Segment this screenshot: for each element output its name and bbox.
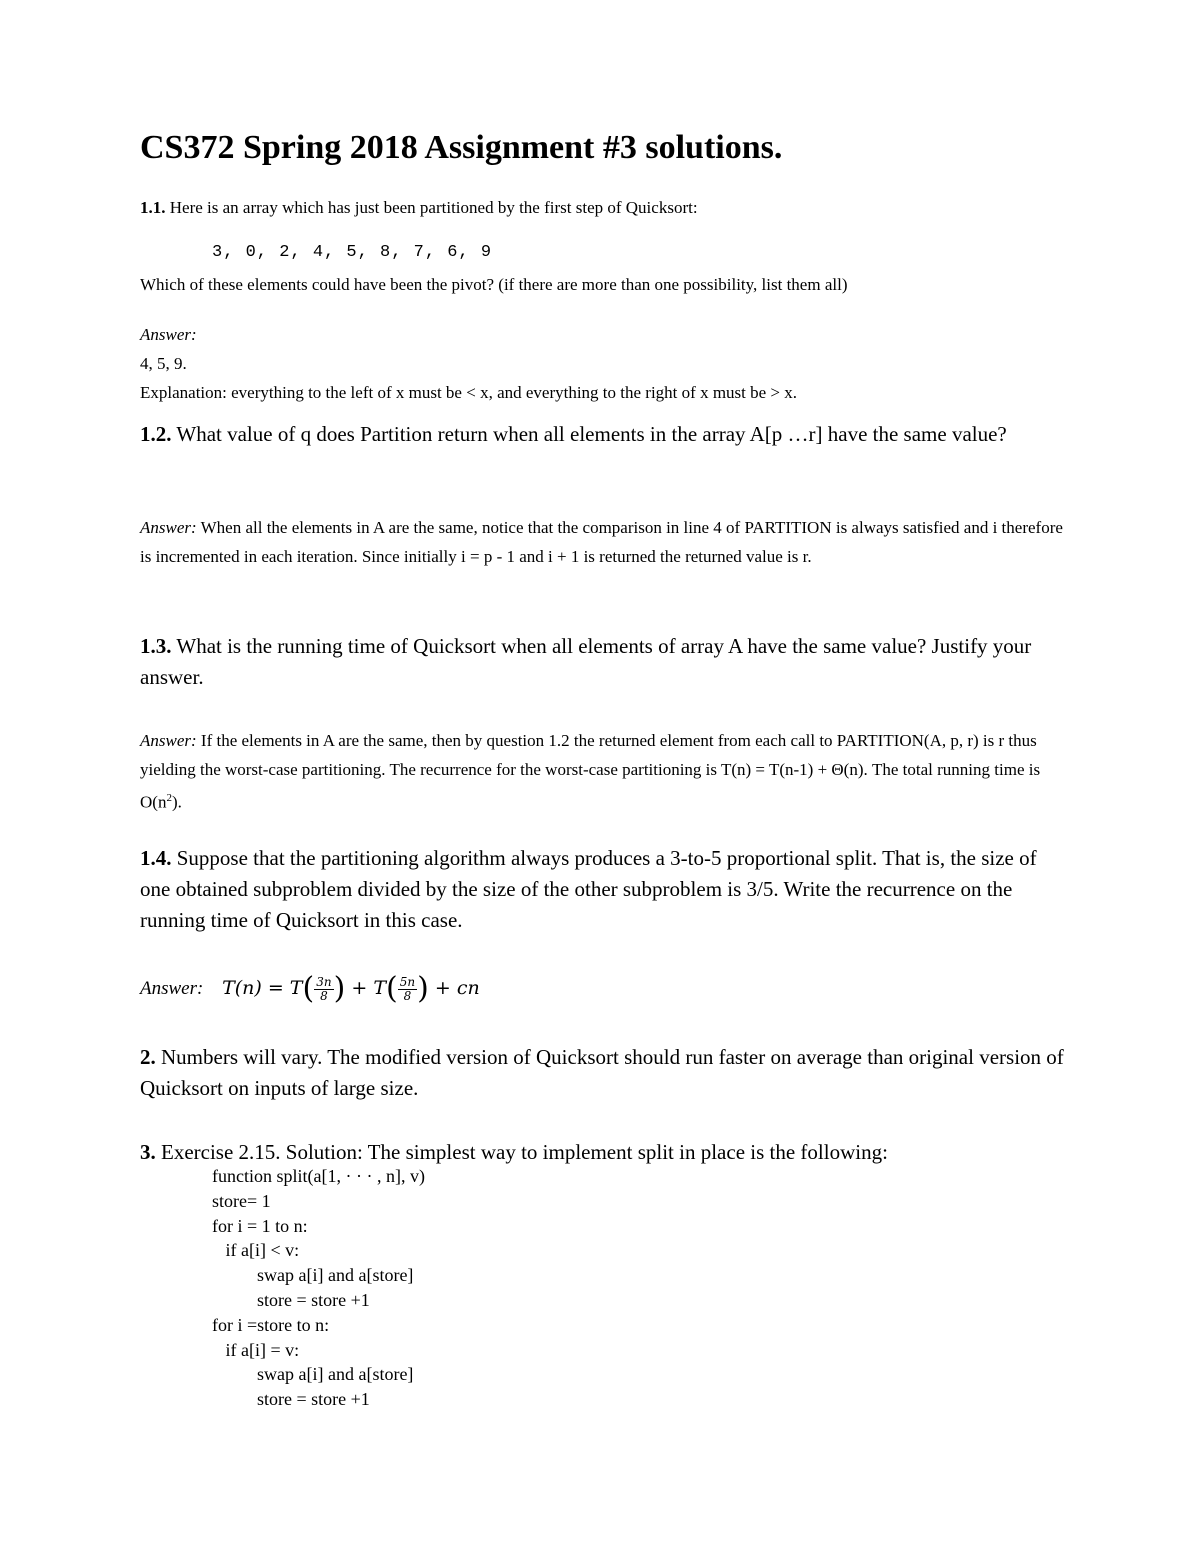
code-line: for i =store to n: bbox=[212, 1314, 330, 1335]
question-text: What value of q does Partition return when all elements in the array A[p …r] have the same value? bbox=[176, 422, 1007, 446]
code-line: if a[i] = v: bbox=[212, 1339, 300, 1360]
array-values: 3, 0, 2, 4, 5, 8, 7, 6, 9 bbox=[212, 243, 493, 262]
code-line: store= 1 bbox=[212, 1190, 271, 1211]
answer-label: Answer: bbox=[140, 325, 197, 344]
fraction-numerator: 5n bbox=[399, 974, 416, 989]
left-paren-glyph: ( bbox=[302, 971, 315, 1006]
question-number: 1.1. bbox=[140, 198, 166, 217]
code-line: function split(a[1, · · · , n], v) bbox=[212, 1166, 425, 1186]
question-number: 1.4. bbox=[140, 846, 172, 870]
answer-label: Answer: bbox=[140, 731, 197, 750]
question-1-2 bbox=[140, 419, 1070, 450]
code-line: store = store +1 bbox=[212, 1389, 370, 1410]
fraction-denominator: 8 bbox=[320, 988, 328, 1003]
question-1-3 bbox=[140, 631, 1070, 693]
answer-text: When all the elements in A are the same, notice that the comparison in line 4 of PARTITION is always satisfied and i therefore is incremented in each iteration. Since initially i = p - 1 and i + 1 is returned the returned value is r. bbox=[140, 518, 1063, 566]
right-paren-glyph: ) bbox=[333, 971, 346, 1006]
answer-label: Answer: bbox=[140, 518, 197, 537]
answer-1-3 bbox=[140, 726, 1070, 817]
question-text: What is the running time of Quicksort when all elements of array A have the same value? Justify your answer. bbox=[140, 634, 1032, 689]
answer-1-1 bbox=[140, 320, 1070, 407]
question-text: Here is an array which has just been partitioned by the first step of Quicksort: bbox=[169, 198, 698, 217]
question-1-1-followup: Which of these elements could have been the pivot? (if there are more than one possibility, list them all) bbox=[140, 275, 848, 294]
question-number: 1.2. bbox=[140, 422, 172, 446]
answer-label: Answer: bbox=[140, 978, 204, 999]
code-line: store = store +1 bbox=[212, 1289, 370, 1310]
equation-mid: + T bbox=[351, 977, 386, 999]
answer-superscript: 2 bbox=[166, 792, 172, 804]
code-line: swap a[i] and a[store] bbox=[212, 1364, 414, 1385]
question-number: 2. bbox=[140, 1045, 156, 1069]
answer-text: 4, 5, 9. bbox=[140, 354, 187, 373]
page-title: CS372 Spring 2018 Assignment #3 solutions. bbox=[140, 129, 783, 166]
question-number: 1.3. bbox=[140, 634, 172, 658]
left-paren-glyph: ( bbox=[386, 971, 398, 1006]
code-line: if a[i] < v: bbox=[212, 1240, 300, 1261]
answer-text: If the elements in A are the same, then by question 1.2 the returned element from each call to PARTITION(A, p, r) is r thus yielding the worst-case partitioning. The recurrence for the worst-case partitioning is T(n) = T(n-1) + Θ(n). The total running time is O(n bbox=[140, 731, 1041, 812]
fraction-5n-8 bbox=[398, 976, 417, 1003]
code-line: for i = 1 to n: bbox=[212, 1215, 308, 1236]
question-2 bbox=[140, 1042, 1070, 1104]
fraction-3n-8 bbox=[314, 976, 333, 1003]
right-paren-glyph: ) bbox=[417, 971, 429, 1006]
recurrence-equation bbox=[222, 971, 480, 1006]
code-block bbox=[212, 1164, 1070, 1412]
fraction-numerator: 3n bbox=[316, 974, 332, 989]
explanation-text: Explanation: everything to the left of x must be < x, and everything to the right of x must be > x. bbox=[140, 383, 798, 402]
question-text: Exercise 2.15. Solution: The simplest way to implement split in place is the following: bbox=[161, 1140, 888, 1164]
question-1-4 bbox=[140, 843, 1070, 936]
answer-1-4 bbox=[140, 968, 1070, 1009]
answer-text-end: ). bbox=[171, 792, 182, 812]
fraction-denominator: 8 bbox=[403, 988, 412, 1003]
answer-1-2 bbox=[140, 513, 1070, 571]
question-text: Numbers will vary. The modified version of Quicksort should run faster on average than original version of Quicksort on inputs of large size. bbox=[140, 1045, 1064, 1100]
question-1-1 bbox=[140, 193, 1070, 222]
equation-lhs: T(n) = T bbox=[222, 977, 303, 999]
code-line: swap a[i] and a[store] bbox=[212, 1265, 414, 1286]
question-number: 3. bbox=[140, 1140, 156, 1164]
question-text: Suppose that the partitioning algorithm always produces a 3-to-5 proportional split. That is, the size of one obtained subproblem divided by the size of the other subproblem is 3/5. Write the recurrence on the running time of Quicksort in this case. bbox=[140, 846, 1037, 932]
equation-rhs: + cn bbox=[434, 977, 480, 999]
